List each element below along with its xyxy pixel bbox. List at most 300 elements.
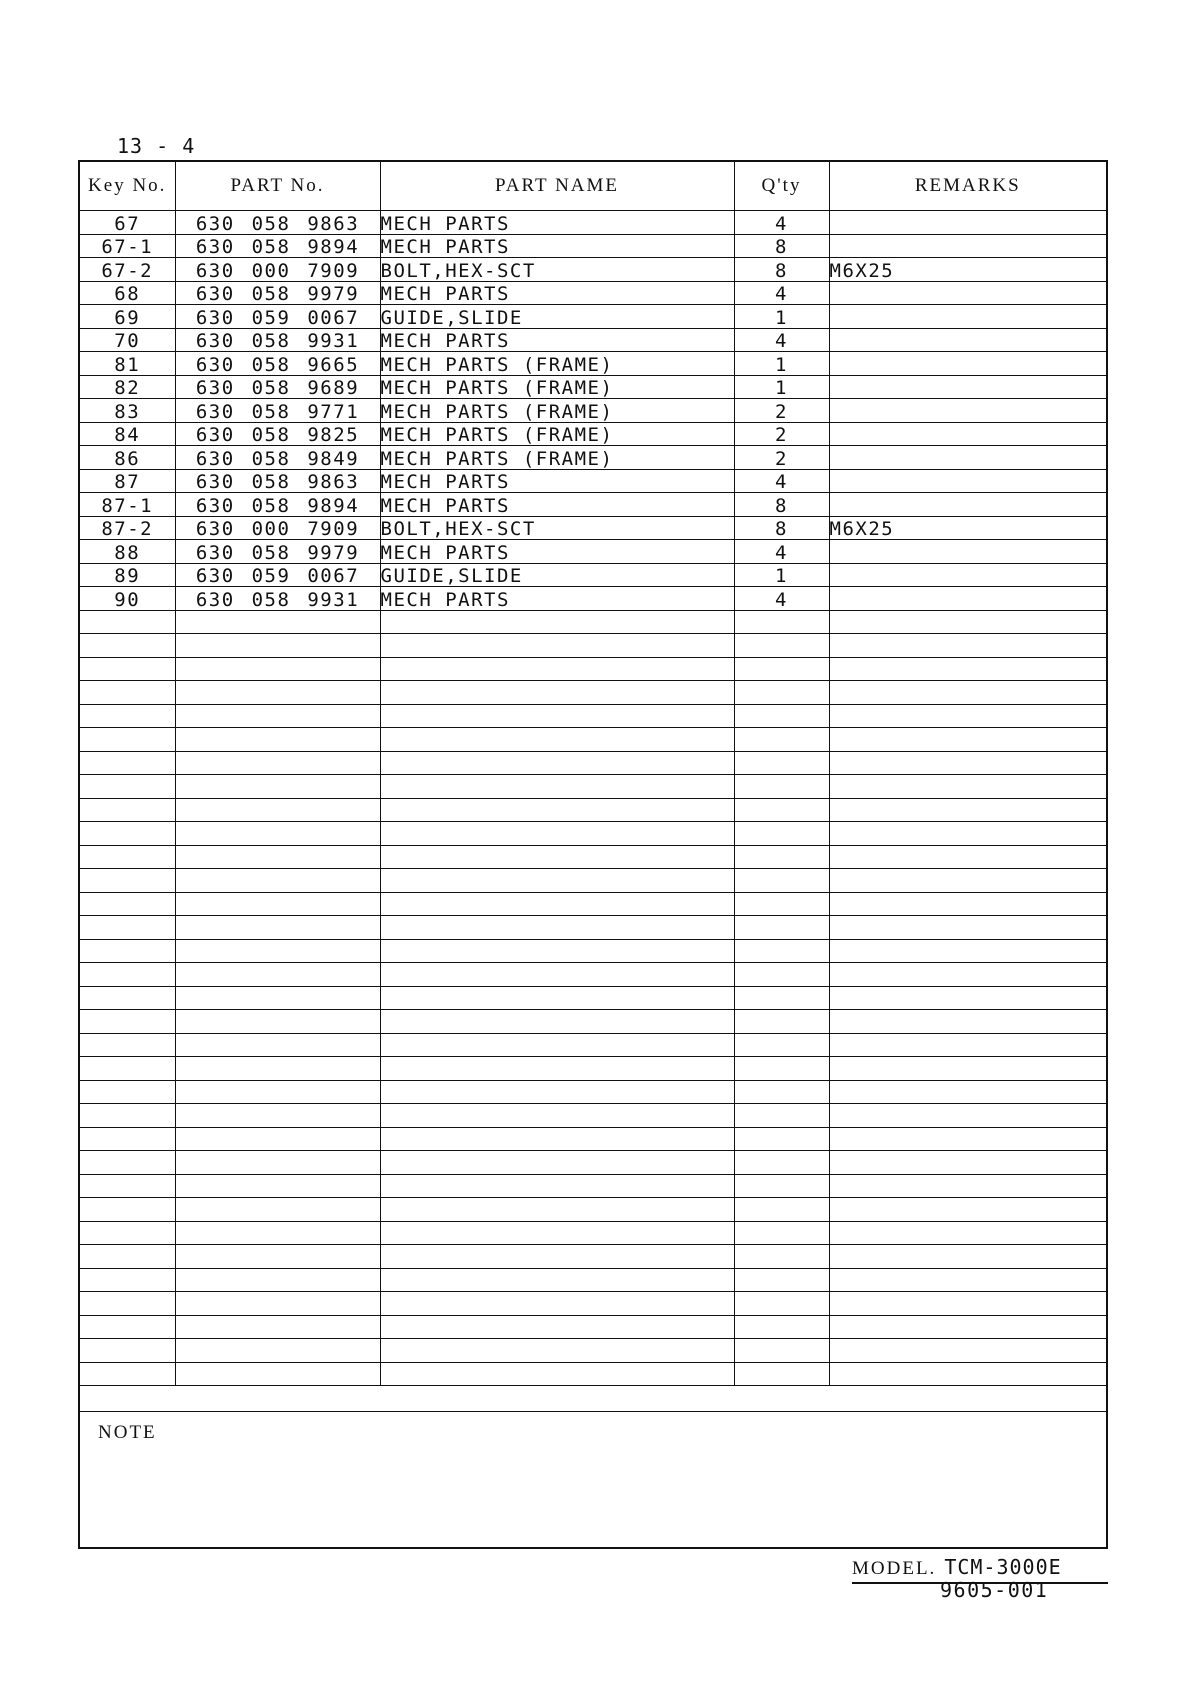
cell-part-no [175, 1315, 380, 1339]
blank-table-row [80, 1010, 1106, 1034]
table-row [80, 563, 1106, 587]
cell-qty [734, 728, 829, 752]
blank-table-row [80, 657, 1106, 681]
cell-qty [734, 892, 829, 916]
cell-part-name [380, 1245, 734, 1269]
blank-table-row [80, 1080, 1106, 1104]
cell-remarks [829, 493, 1106, 517]
cell-part-name: MECH PARTS [380, 587, 734, 611]
cell-part-name: BOLT,HEX-SCT [380, 516, 734, 540]
cell-qty: 8 [734, 258, 829, 282]
blank-table-row [80, 1221, 1106, 1245]
cell-key-no [80, 986, 175, 1010]
cell-part-no [175, 869, 380, 893]
cell-remarks [829, 869, 1106, 893]
cell-part-no: 630 058 9894 [175, 234, 380, 258]
cell-remarks [829, 1198, 1106, 1222]
cell-remarks [829, 822, 1106, 846]
parts-table-body [80, 211, 1106, 1386]
blank-table-row [80, 1057, 1106, 1081]
cell-key-no [80, 845, 175, 869]
cell-part-no [175, 728, 380, 752]
cell-qty [734, 1080, 829, 1104]
cell-key-no: 86 [80, 446, 175, 470]
cell-qty [734, 1010, 829, 1034]
cell-qty [734, 681, 829, 705]
blank-table-row [80, 728, 1106, 752]
parts-list-sheet [78, 160, 1108, 1549]
cell-key-no [80, 751, 175, 775]
cell-part-no [175, 610, 380, 634]
cell-part-no: 630 000 7909 [175, 516, 380, 540]
cell-part-no [175, 1104, 380, 1128]
cell-part-no [175, 1057, 380, 1081]
table-row [80, 305, 1106, 329]
cell-key-no: 68 [80, 281, 175, 305]
cell-key-no [80, 1174, 175, 1198]
cell-qty: 4 [734, 328, 829, 352]
cell-key-no [80, 1104, 175, 1128]
cell-remarks [829, 728, 1106, 752]
cell-remarks [829, 681, 1106, 705]
cell-part-name: MECH PARTS (FRAME) [380, 352, 734, 376]
cell-remarks [829, 399, 1106, 423]
cell-remarks [829, 1315, 1106, 1339]
cell-part-no [175, 939, 380, 963]
cell-key-no [80, 681, 175, 705]
table-header-row [80, 162, 1106, 211]
cell-part-no [175, 1362, 380, 1386]
cell-part-no [175, 1339, 380, 1363]
cell-remarks [829, 446, 1106, 470]
blank-table-row [80, 963, 1106, 987]
blank-table-row [80, 681, 1106, 705]
cell-qty [734, 704, 829, 728]
cell-part-name [380, 1198, 734, 1222]
cell-part-name: MECH PARTS [380, 328, 734, 352]
cell-remarks [829, 1221, 1106, 1245]
cell-qty [734, 845, 829, 869]
cell-part-name [380, 822, 734, 846]
cell-key-no: 81 [80, 352, 175, 376]
cell-part-name [380, 634, 734, 658]
cell-qty: 8 [734, 493, 829, 517]
note-box [80, 1411, 1106, 1548]
cell-key-no [80, 1198, 175, 1222]
cell-part-no [175, 845, 380, 869]
cell-part-name [380, 845, 734, 869]
cell-qty: 2 [734, 399, 829, 423]
cell-key-no [80, 775, 175, 799]
cell-part-no: 630 058 9825 [175, 422, 380, 446]
blank-table-row [80, 845, 1106, 869]
cell-qty [734, 822, 829, 846]
cell-remarks [829, 845, 1106, 869]
cell-part-name [380, 704, 734, 728]
cell-part-no [175, 822, 380, 846]
cell-qty: 8 [734, 516, 829, 540]
blank-table-row [80, 1339, 1106, 1363]
cell-part-name [380, 916, 734, 940]
cell-qty [734, 1315, 829, 1339]
cell-qty [734, 657, 829, 681]
cell-key-no: 89 [80, 563, 175, 587]
blank-table-row [80, 986, 1106, 1010]
cell-qty: 4 [734, 587, 829, 611]
table-row [80, 258, 1106, 282]
cell-key-no [80, 1127, 175, 1151]
blank-table-row [80, 1198, 1106, 1222]
cell-key-no [80, 869, 175, 893]
cell-part-name [380, 1292, 734, 1316]
cell-qty [734, 1221, 829, 1245]
cell-part-no [175, 1010, 380, 1034]
cell-part-name [380, 775, 734, 799]
cell-part-no: 630 059 0067 [175, 563, 380, 587]
cell-key-no: 83 [80, 399, 175, 423]
cell-remarks [829, 1174, 1106, 1198]
cell-part-name [380, 1080, 734, 1104]
blank-table-row [80, 939, 1106, 963]
cell-part-no [175, 892, 380, 916]
table-row [80, 399, 1106, 423]
cell-remarks [829, 1292, 1106, 1316]
cell-qty [734, 1245, 829, 1269]
cell-part-no [175, 1174, 380, 1198]
cell-qty: 1 [734, 352, 829, 376]
cell-qty: 4 [734, 211, 829, 235]
cell-remarks [829, 939, 1106, 963]
cell-part-no [175, 1245, 380, 1269]
cell-remarks [829, 892, 1106, 916]
cell-remarks [829, 281, 1106, 305]
cell-part-name [380, 1339, 734, 1363]
cell-remarks [829, 1245, 1106, 1269]
cell-remarks [829, 610, 1106, 634]
blank-table-row [80, 892, 1106, 916]
model-value: TCM-3000E [944, 1555, 1062, 1579]
cell-remarks [829, 1127, 1106, 1151]
cell-remarks [829, 352, 1106, 376]
cell-part-name [380, 1127, 734, 1151]
cell-key-no [80, 1292, 175, 1316]
cell-part-name [380, 963, 734, 987]
blank-table-row [80, 1033, 1106, 1057]
cell-part-name: MECH PARTS (FRAME) [380, 446, 734, 470]
cell-part-no [175, 704, 380, 728]
table-row [80, 328, 1106, 352]
cell-qty [734, 1339, 829, 1363]
cell-part-no [175, 657, 380, 681]
cell-part-no: 630 058 9931 [175, 328, 380, 352]
cell-part-name: MECH PARTS (FRAME) [380, 399, 734, 423]
cell-remarks: M6X25 [829, 516, 1106, 540]
cell-key-no [80, 1362, 175, 1386]
cell-part-name [380, 986, 734, 1010]
cell-part-name: GUIDE,SLIDE [380, 305, 734, 329]
cell-remarks [829, 1010, 1106, 1034]
cell-key-no [80, 939, 175, 963]
cell-key-no [80, 1033, 175, 1057]
cell-remarks [829, 1080, 1106, 1104]
cell-qty [734, 1174, 829, 1198]
cell-qty [734, 1057, 829, 1081]
cell-part-name [380, 1151, 734, 1175]
document-code: 9605-001 [940, 1578, 1049, 1602]
cell-key-no [80, 822, 175, 846]
blank-table-row [80, 1151, 1106, 1175]
cell-part-no [175, 1151, 380, 1175]
cell-part-no: 630 000 7909 [175, 258, 380, 282]
cell-part-no [175, 681, 380, 705]
cell-qty [734, 869, 829, 893]
cell-part-name: BOLT,HEX-SCT [380, 258, 734, 282]
cell-qty [734, 798, 829, 822]
cell-part-name [380, 657, 734, 681]
cell-part-name [380, 1362, 734, 1386]
blank-table-row [80, 1362, 1106, 1386]
cell-remarks [829, 1057, 1106, 1081]
cell-qty [734, 1292, 829, 1316]
cell-part-no [175, 1127, 380, 1151]
parts-table [80, 162, 1106, 1386]
header-remarks: REMARKS [829, 162, 1106, 211]
cell-part-name [380, 1057, 734, 1081]
cell-part-no [175, 916, 380, 940]
cell-part-name [380, 1104, 734, 1128]
cell-part-no [175, 798, 380, 822]
cell-part-name: MECH PARTS (FRAME) [380, 422, 734, 446]
cell-remarks [829, 469, 1106, 493]
cell-qty: 1 [734, 305, 829, 329]
cell-key-no: 82 [80, 375, 175, 399]
cell-key-no: 67-1 [80, 234, 175, 258]
cell-remarks [829, 775, 1106, 799]
cell-part-no [175, 1198, 380, 1222]
cell-key-no: 69 [80, 305, 175, 329]
cell-qty [734, 1268, 829, 1292]
table-row [80, 422, 1106, 446]
cell-part-no: 630 058 9979 [175, 540, 380, 564]
blank-table-row [80, 1245, 1106, 1269]
cell-part-name [380, 892, 734, 916]
cell-part-name [380, 1221, 734, 1245]
cell-part-name [380, 681, 734, 705]
cell-key-no [80, 610, 175, 634]
cell-part-no [175, 775, 380, 799]
cell-part-no [175, 963, 380, 987]
cell-key-no [80, 1339, 175, 1363]
blank-table-row [80, 775, 1106, 799]
blank-table-row [80, 1174, 1106, 1198]
header-part-no: PART No. [175, 162, 380, 211]
cell-part-name [380, 610, 734, 634]
cell-remarks [829, 422, 1106, 446]
cell-key-no: 87-1 [80, 493, 175, 517]
cell-part-name [380, 1033, 734, 1057]
cell-part-name: MECH PARTS [380, 469, 734, 493]
cell-key-no: 84 [80, 422, 175, 446]
blank-table-row [80, 1127, 1106, 1151]
cell-part-no: 630 058 9665 [175, 352, 380, 376]
cell-key-no: 87 [80, 469, 175, 493]
table-row [80, 493, 1106, 517]
table-row [80, 469, 1106, 493]
cell-part-name [380, 869, 734, 893]
cell-part-name [380, 798, 734, 822]
blank-table-row [80, 1104, 1106, 1128]
blank-table-row [80, 822, 1106, 846]
table-row [80, 234, 1106, 258]
cell-key-no [80, 1010, 175, 1034]
cell-qty: 4 [734, 281, 829, 305]
blank-table-row [80, 1268, 1106, 1292]
cell-key-no [80, 1151, 175, 1175]
cell-part-no [175, 751, 380, 775]
cell-key-no: 88 [80, 540, 175, 564]
cell-part-name: MECH PARTS [380, 211, 734, 235]
cell-remarks [829, 1339, 1106, 1363]
cell-remarks: M6X25 [829, 258, 1106, 282]
cell-part-no: 630 058 9894 [175, 493, 380, 517]
cell-key-no: 67 [80, 211, 175, 235]
page-number: 13 - 4 [117, 134, 196, 158]
cell-key-no [80, 704, 175, 728]
table-row [80, 281, 1106, 305]
header-part-name: PART NAME [380, 162, 734, 211]
cell-key-no [80, 1221, 175, 1245]
cell-part-name [380, 1268, 734, 1292]
cell-remarks [829, 986, 1106, 1010]
cell-qty: 8 [734, 234, 829, 258]
cell-remarks [829, 328, 1106, 352]
cell-part-no [175, 1221, 380, 1245]
cell-remarks [829, 305, 1106, 329]
cell-qty: 2 [734, 446, 829, 470]
cell-part-no: 630 058 9771 [175, 399, 380, 423]
cell-qty [734, 916, 829, 940]
cell-key-no: 70 [80, 328, 175, 352]
cell-qty [734, 1104, 829, 1128]
cell-key-no [80, 1057, 175, 1081]
cell-qty: 4 [734, 469, 829, 493]
cell-key-no [80, 892, 175, 916]
cell-remarks [829, 704, 1106, 728]
blank-table-row [80, 1315, 1106, 1339]
cell-key-no [80, 798, 175, 822]
cell-part-no: 630 058 9863 [175, 469, 380, 493]
cell-qty [734, 1198, 829, 1222]
cell-qty [734, 634, 829, 658]
cell-qty: 2 [734, 422, 829, 446]
blank-table-row [80, 916, 1106, 940]
cell-remarks [829, 916, 1106, 940]
cell-part-no [175, 1292, 380, 1316]
table-row [80, 516, 1106, 540]
cell-key-no: 90 [80, 587, 175, 611]
blank-table-row [80, 1292, 1106, 1316]
cell-key-no [80, 634, 175, 658]
cell-part-name: MECH PARTS [380, 234, 734, 258]
cell-part-no [175, 1033, 380, 1057]
cell-part-no [175, 1080, 380, 1104]
table-row [80, 446, 1106, 470]
note-label: NOTE [98, 1422, 157, 1443]
cell-qty: 1 [734, 563, 829, 587]
cell-part-name [380, 1174, 734, 1198]
cell-part-name [380, 751, 734, 775]
cell-part-no: 630 058 9689 [175, 375, 380, 399]
cell-remarks [829, 1268, 1106, 1292]
cell-qty [734, 986, 829, 1010]
blank-table-row [80, 610, 1106, 634]
cell-remarks [829, 963, 1106, 987]
table-row [80, 540, 1106, 564]
cell-remarks [829, 234, 1106, 258]
table-row [80, 352, 1106, 376]
cell-key-no [80, 1268, 175, 1292]
table-row [80, 587, 1106, 611]
cell-remarks [829, 1151, 1106, 1175]
blank-table-row [80, 634, 1106, 658]
cell-part-no [175, 986, 380, 1010]
cell-remarks [829, 587, 1106, 611]
cell-part-name: MECH PARTS [380, 540, 734, 564]
cell-part-name: MECH PARTS [380, 281, 734, 305]
cell-qty [734, 751, 829, 775]
cell-key-no [80, 657, 175, 681]
cell-key-no [80, 963, 175, 987]
blank-table-row [80, 751, 1106, 775]
cell-part-no: 630 058 9849 [175, 446, 380, 470]
table-row [80, 375, 1106, 399]
cell-part-no [175, 1268, 380, 1292]
cell-part-name [380, 939, 734, 963]
cell-remarks [829, 751, 1106, 775]
blank-table-row [80, 869, 1106, 893]
cell-part-no [175, 634, 380, 658]
cell-remarks [829, 1104, 1106, 1128]
blank-table-row [80, 704, 1106, 728]
cell-part-name: GUIDE,SLIDE [380, 563, 734, 587]
cell-qty [734, 939, 829, 963]
cell-qty: 4 [734, 540, 829, 564]
header-key-no: Key No. [80, 162, 175, 211]
cell-remarks [829, 1362, 1106, 1386]
cell-part-no: 630 058 9979 [175, 281, 380, 305]
cell-qty [734, 610, 829, 634]
cell-qty [734, 775, 829, 799]
cell-key-no: 87-2 [80, 516, 175, 540]
cell-part-no: 630 059 0067 [175, 305, 380, 329]
table-row [80, 211, 1106, 235]
cell-key-no [80, 916, 175, 940]
cell-qty [734, 963, 829, 987]
cell-remarks [829, 657, 1106, 681]
model-label: MODEL. [852, 1558, 937, 1579]
cell-key-no [80, 1080, 175, 1104]
cell-qty [734, 1127, 829, 1151]
cell-key-no [80, 1315, 175, 1339]
cell-qty [734, 1362, 829, 1386]
cell-key-no [80, 728, 175, 752]
cell-part-name [380, 728, 734, 752]
cell-remarks [829, 1033, 1106, 1057]
cell-part-name: MECH PARTS (FRAME) [380, 375, 734, 399]
cell-part-no: 630 058 9931 [175, 587, 380, 611]
header-qty: Q'ty [734, 162, 829, 211]
cell-part-name [380, 1010, 734, 1034]
